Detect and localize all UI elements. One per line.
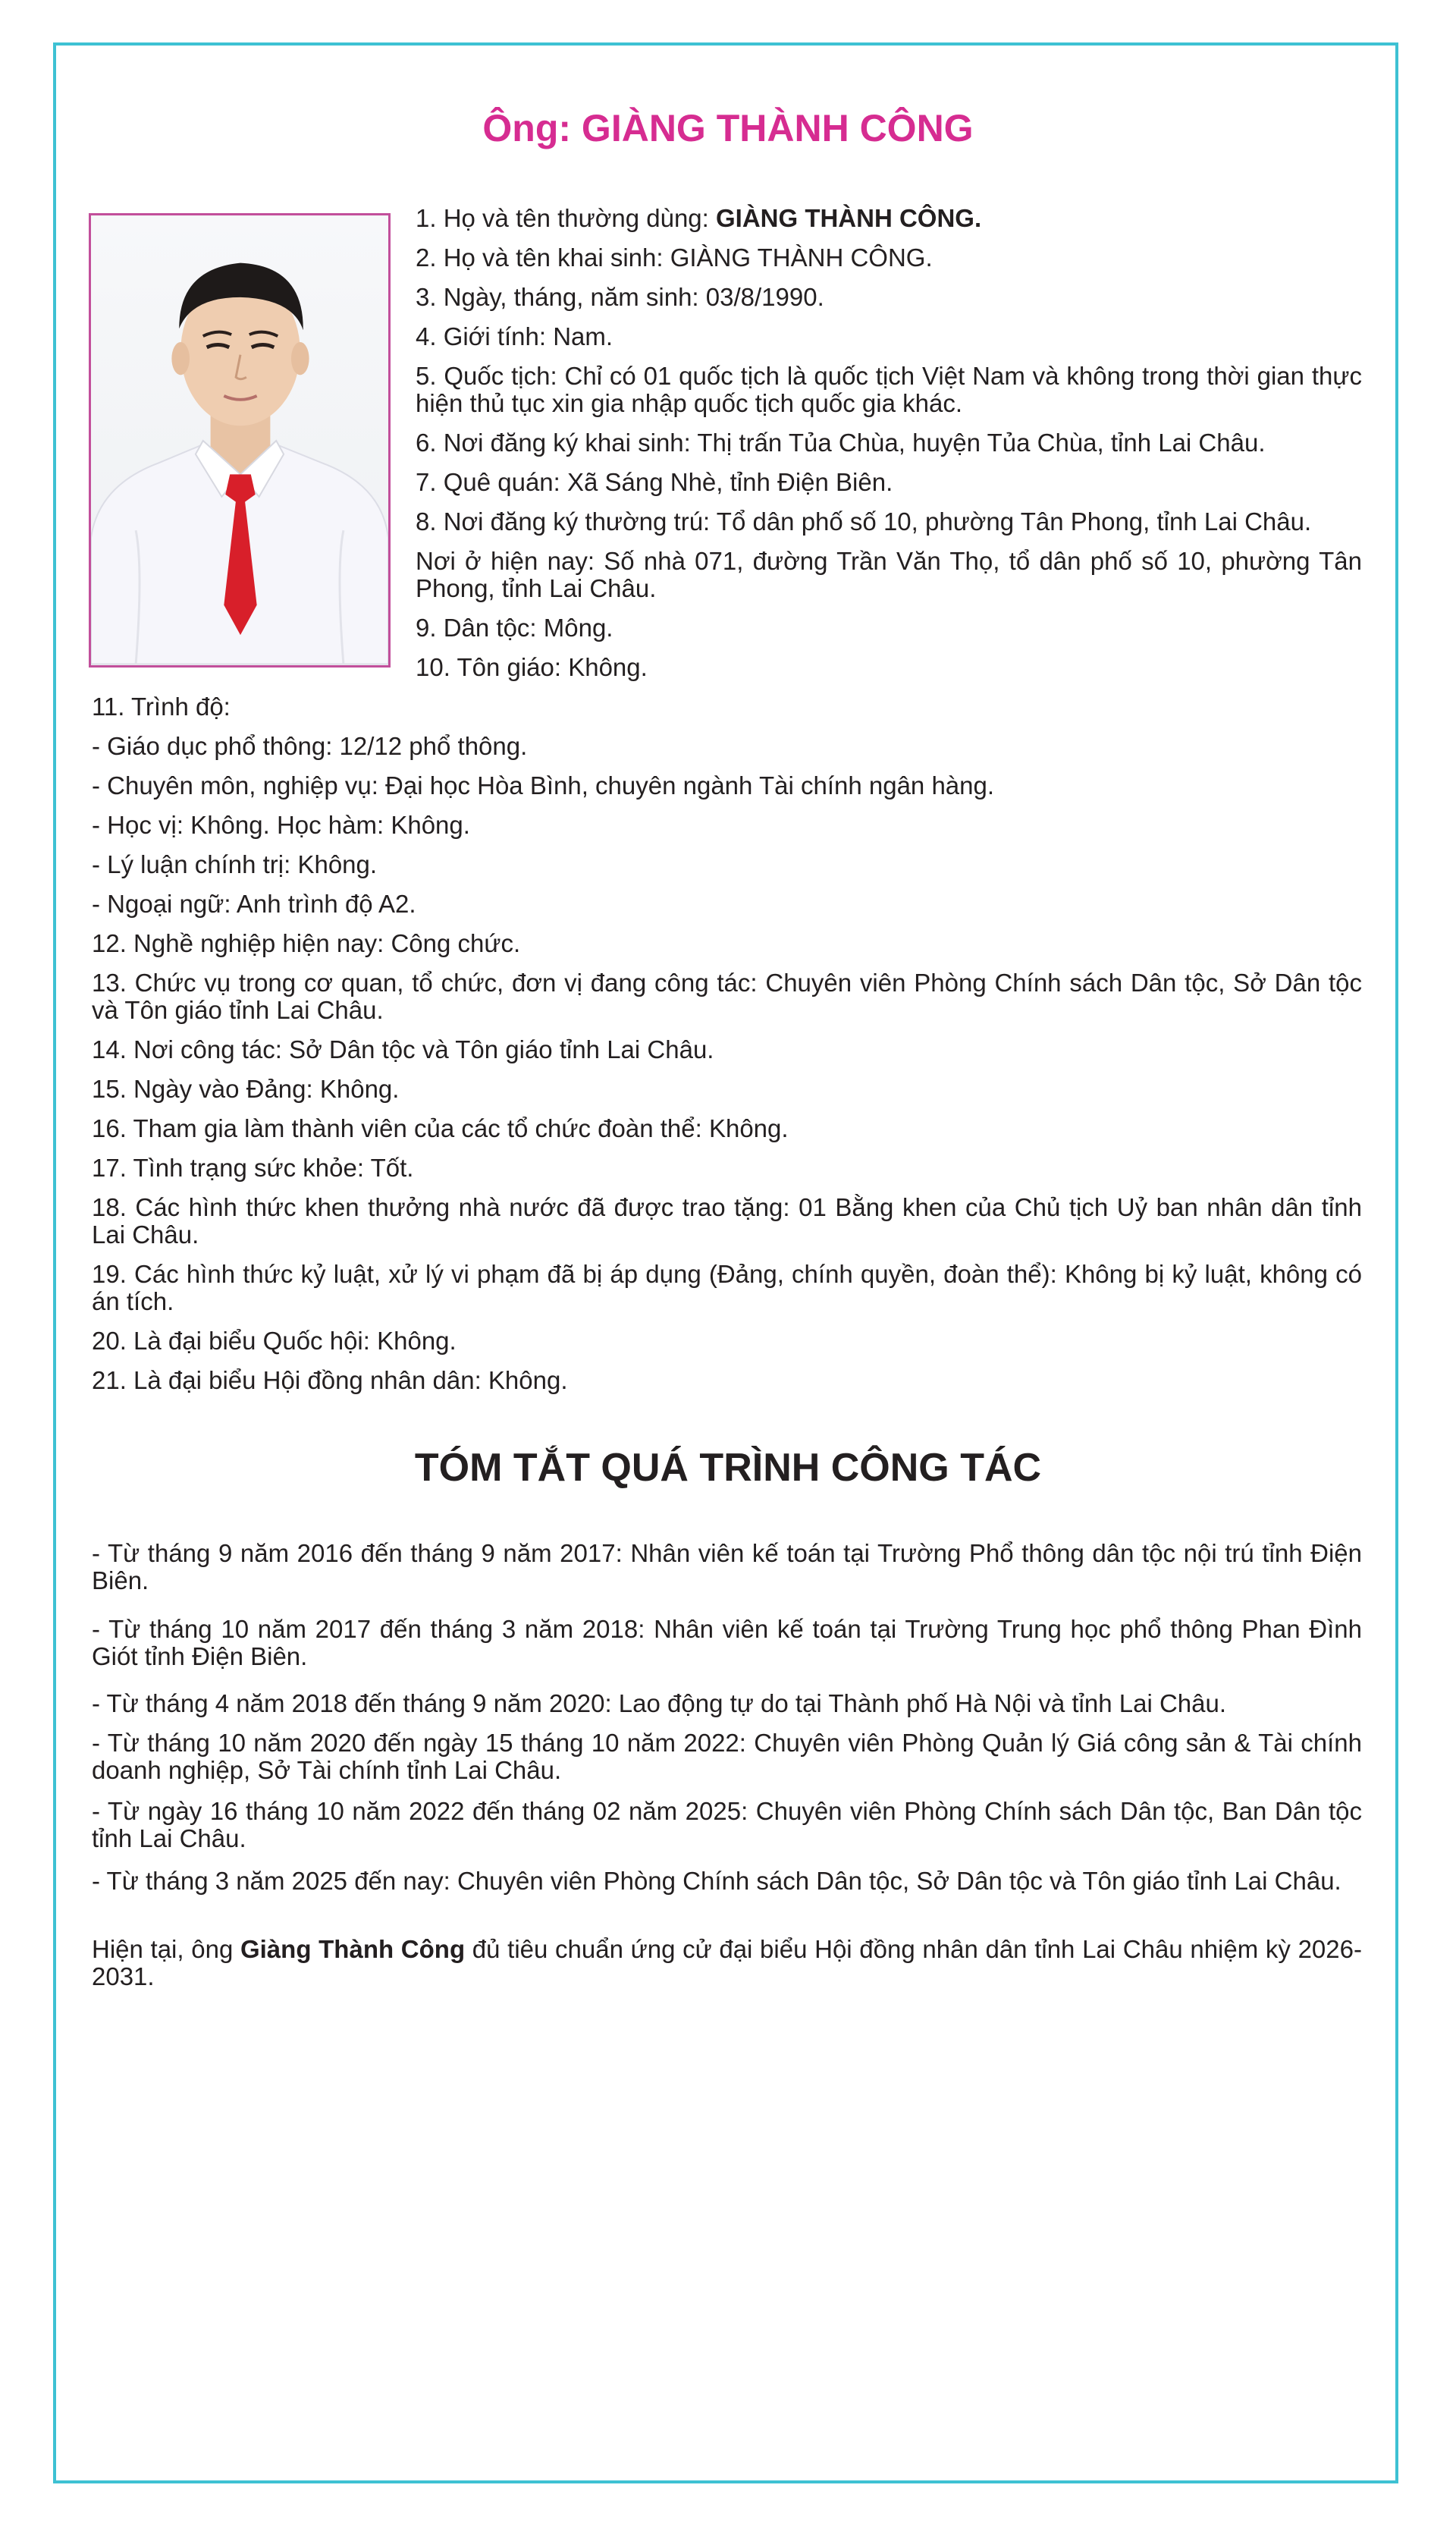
info-position: 13. Chức vụ trong cơ quan, tổ chức, đơn vị đang công tác: Chuyên viên Phòng Chính sách Dân tộc, Sở Dân tộc và Tôn giáo tỉnh Lai Châu. (92, 969, 1362, 1024)
portrait-photo (89, 213, 391, 668)
info-education-heading: 11. Trình độ: (92, 693, 231, 721)
career-item: - Từ tháng 9 năm 2016 đến tháng 9 năm 2017: Nhân viên kế toán tại Trường Phổ thông dân tộc nội trú tỉnh Điện Biên. (92, 1539, 1362, 1594)
info-people-council: 21. Là đại biểu Hội đồng nhân dân: Không. (92, 1366, 568, 1394)
summary-name: Giàng Thành Công (240, 1935, 466, 1963)
career-item: - Từ tháng 3 năm 2025 đến nay: Chuyên viên Phòng Chính sách Dân tộc, Sở Dân tộc và Tôn giáo tỉnh Lai Châu. (92, 1867, 1341, 1895)
info-birth-place: 6. Nơi đăng ký khai sinh: Thị trấn Tủa Chùa, huyện Tủa Chùa, tỉnh Lai Châu. (416, 429, 1266, 457)
common-name-label: 1. Họ và tên thường dùng: (416, 204, 716, 232)
info-hometown: 7. Quê quán: Xã Sáng Nhè, tỉnh Điện Biên. (416, 468, 893, 496)
info-degree: - Học vị: Không. Học hàm: Không. (92, 811, 470, 839)
info-nationality: 5. Quốc tịch: Chỉ có 01 quốc tịch là quốc tịch Việt Nam và không trong thời gian thực hiện thủ tục xin gia nhập quốc tịch quốc gia khác. (416, 362, 1362, 417)
info-political-theory: - Lý luận chính trị: Không. (92, 850, 378, 878)
career-item: - Từ ngày 16 tháng 10 năm 2022 đến tháng 02 năm 2025: Chuyên viên Phòng Chính sách Dân tộc, Ban Dân tộc tỉnh Lai Châu. (92, 1797, 1362, 1852)
portrait-photo-icon (91, 215, 388, 665)
career-item: - Từ tháng 10 năm 2020 đến ngày 15 tháng 10 năm 2022: Chuyên viên Phòng Quản lý Giá công sản & Tài chính doanh nghiệp, Sở Tài chính tỉnh Lai Châu. (92, 1729, 1362, 1784)
info-organizations: 16. Tham gia làm thành viên của các tổ chức đoàn thể: Không. (92, 1114, 789, 1142)
career-item: - Từ tháng 10 năm 2017 đến tháng 3 năm 2018: Nhân viên kế toán tại Trường Trung học phổ thông Phan Đình Giót tỉnh Điện Biên. (92, 1615, 1362, 1670)
info-common-name (416, 205, 1362, 232)
info-workplace: 14. Nơi công tác: Sở Dân tộc và Tôn giáo tỉnh Lai Châu. (92, 1035, 714, 1063)
info-current-residence: Nơi ở hiện nay: Số nhà 071, đường Trần Văn Thọ, tổ dân phố số 10, phường Tân Phong, tỉnh Lai Châu. (416, 547, 1362, 602)
info-specialty: - Chuyên môn, nghiệp vụ: Đại học Hòa Bình, chuyên ngành Tài chính ngân hàng. (92, 771, 995, 799)
career-summary (92, 1936, 1362, 1990)
info-gender: 4. Giới tính: Nam. (416, 322, 613, 350)
info-party-date: 15. Ngày vào Đảng: Không. (92, 1075, 400, 1103)
info-awards: 18. Các hình thức khen thưởng nhà nước đã được trao tặng: 01 Bằng khen của Chủ tịch Uỷ ban nhân dân tỉnh Lai Châu. (92, 1193, 1362, 1249)
candidate-title: Ông: GIÀNG THÀNH CÔNG (482, 107, 974, 149)
career-item: - Từ tháng 4 năm 2018 đến tháng 9 năm 2020: Lao động tự do tại Thành phố Hà Nội và tỉnh Lai Châu. (92, 1689, 1227, 1717)
summary-prefix: Hiện tại, ông (92, 1935, 240, 1963)
info-religion: 10. Tôn giáo: Không. (416, 653, 648, 681)
info-birth-date: 3. Ngày, tháng, năm sinh: 03/8/1990. (416, 283, 824, 311)
common-name-value: GIÀNG THÀNH CÔNG. (715, 204, 982, 232)
career-heading: TÓM TẮT QUÁ TRÌNH CÔNG TÁC (414, 1446, 1042, 1490)
info-health: 17. Tình trạng sức khỏe: Tốt. (92, 1154, 414, 1182)
info-birth-name: 2. Họ và tên khai sinh: GIÀNG THÀNH CÔNG. (416, 243, 933, 272)
summary-suffix: đủ tiêu chuẩn ứng cử đại biểu Hội đồng nhân dân tỉnh Lai Châu nhiệm kỳ 2026-2031. (92, 1935, 1362, 1990)
info-foreign-language: - Ngoại ngữ: Anh trình độ A2. (92, 890, 416, 918)
info-national-assembly: 20. Là đại biểu Quốc hội: Không. (92, 1327, 457, 1355)
info-ethnicity: 9. Dân tộc: Mông. (416, 614, 613, 642)
info-discipline: 19. Các hình thức kỷ luật, xử lý vi phạm đã bị áp dụng (Đảng, chính quyền, đoàn thể): Không bị kỷ luật, không có án tích. (92, 1260, 1362, 1315)
info-permanent-residence: 8. Nơi đăng ký thường trú: Tổ dân phố số 10, phường Tân Phong, tỉnh Lai Châu. (416, 507, 1312, 536)
info-occupation: 12. Nghề nghiệp hiện nay: Công chức. (92, 929, 521, 957)
info-general-education: - Giáo dục phổ thông: 12/12 phổ thông. (92, 732, 528, 760)
